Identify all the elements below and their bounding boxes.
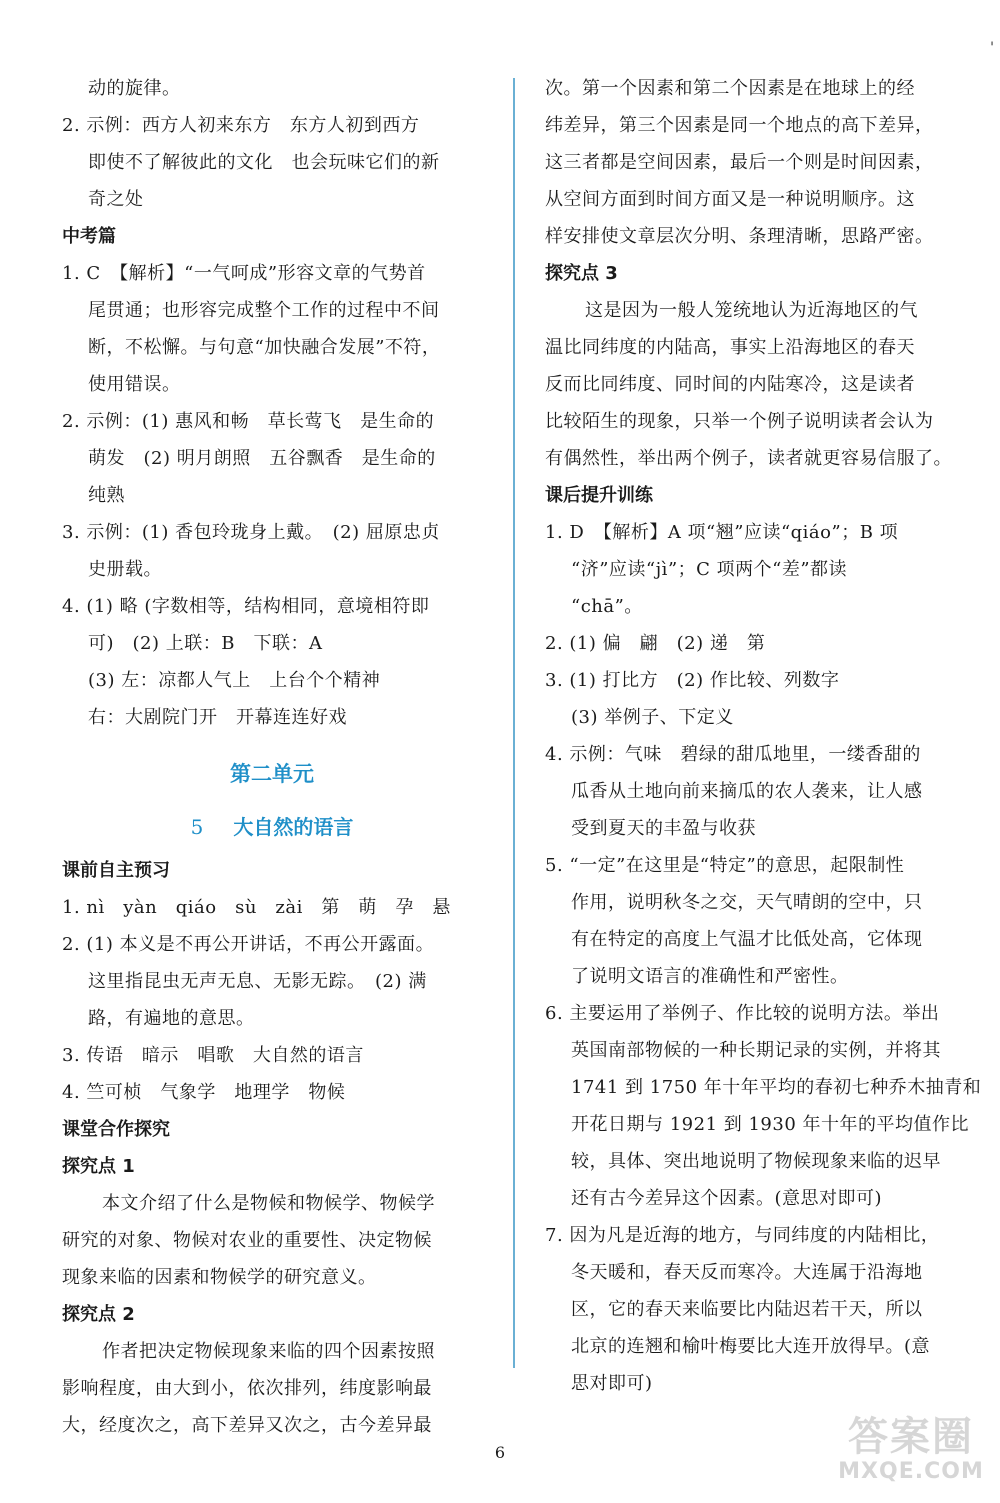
text-line: 可) (2) 上联：B 下联：A (88, 633, 323, 654)
answer-line: 2. (1) 本义是不再公开讲话，不再公开露面。 (62, 934, 435, 955)
answer-line: 4. 示例：气味 碧绿的甜瓜地里，一缕香甜的 (545, 744, 921, 765)
answer-line: 5. “一定”在这里是“特定”的意思，起限制性 (545, 855, 905, 876)
text-line: 受到夏天的丰盈与收获 (571, 818, 756, 839)
watermark-url: MXQE.COM (838, 1459, 984, 1484)
answer-line: 1. C 【解析】“一气呵成”形容文章的气势首 (62, 263, 426, 284)
paragraph-line: 纬差异，第三个因素是同一个地点的高下差异， (545, 115, 934, 136)
paragraph-line: 研究的对象、物候对农业的重要性、决定物候 (62, 1230, 432, 1251)
text-line: 区，它的春天来临要比内陆迟若干天，所以 (571, 1299, 923, 1320)
text-line: 1741 到 1750 年十年平均的春初七种乔木抽青和 (571, 1077, 982, 1098)
text-line: 纯熟 (88, 485, 125, 506)
left-column (62, 70, 482, 1444)
paragraph-line: 比较陌生的现象，只举一个例子说明读者会认为 (545, 411, 934, 432)
page-number: 6 (494, 1443, 506, 1462)
watermark-text: 答案圈 (848, 1414, 974, 1460)
answer-line: 2. (1) 偏 翩 (2) 递 第 (545, 633, 766, 654)
answer-line: 1. D 【解析】A 项“翘”应读“qiáo”；B 项 (545, 522, 899, 543)
text-line: 思对即可) (571, 1373, 653, 1394)
text-line: 即使不了解彼此的文化 也会玩味它们的新 (88, 152, 440, 173)
text-line: 断，不松懈。与句意“加快融合发展”不符， (88, 337, 441, 358)
section-heading: 课前自主预习 (62, 860, 170, 881)
text-line: 有在特定的高度上气温才比低处高，它体现 (571, 929, 923, 950)
unit-title: 第二单元 (230, 762, 314, 786)
answer-line: 1. nì yàn qiáo sù zài 第 萌 孕 悬 (62, 897, 451, 918)
text-line: 萌发 (2) 明月朗照 五谷飘香 是生命的 (88, 448, 436, 469)
right-column (545, 70, 982, 1402)
text-line: 了说明文语言的准确性和严密性。 (571, 966, 849, 987)
text-line: 作用，说明秋冬之交，天气晴朗的空中，只 (571, 892, 923, 913)
paragraph-line: 温比同纬度的内陆高，事实上沿海地区的春天 (545, 337, 915, 358)
answer-line: 7. 因为凡是近海的地方，与同纬度的内陆相比， (545, 1225, 940, 1246)
text-line: 较，具体、突出地说明了物候现象来临的迟早 (571, 1151, 941, 1172)
answer-line: 6. 主要运用了举例子、作比较的说明方法。举出 (545, 1003, 940, 1024)
text-line: 尾贯通；也形容完成整个工作的过程中不间 (88, 300, 440, 321)
column-divider (513, 78, 515, 1368)
text-line: 使用错误。 (88, 374, 181, 395)
text-line: 动的旋律。 (88, 78, 181, 99)
section-heading: 中考篇 (62, 226, 116, 247)
subsection-heading: 探究点 2 (62, 1304, 135, 1325)
text-line: 开花日期与 1921 到 1930 年十年的平均值作比 (571, 1114, 970, 1135)
paragraph-line: 反而比同纬度、同时间的内陆寒冷，这是读者 (545, 374, 915, 395)
text-line: 右：大剧院门开 开幕连连好戏 (88, 707, 347, 728)
paragraph-line: 次。第一个因素和第二个因素是在地球上的经 (545, 78, 915, 99)
text-line: 北京的连翘和榆叶梅要比大连开放得早。(意 (571, 1336, 931, 1357)
answer-line: 2. 示例：(1) 惠风和畅 草长莺飞 是生命的 (62, 411, 435, 432)
answer-line: 4. (1) 略 (字数相等，结构相同，意境相符即 (62, 596, 430, 617)
paragraph-line: 这三者都是空间因素，最后一个则是时间因素， (545, 152, 934, 173)
text-line: 还有古今差异这个因素。(意思对即可) (571, 1188, 883, 1209)
text-line: (3) 左：凉都人气上 上台个个精神 (88, 670, 381, 691)
paragraph-line: 大，经度次之，高下差异又次之，古今差异最 (62, 1415, 432, 1436)
text-line: “济”应读“jì”；C 项两个“差”都读 (571, 559, 848, 580)
answer-line: 3. 传语 暗示 唱歌 大自然的语言 (62, 1045, 364, 1066)
text-line: 英国南部物候的一种长期记录的实例，并将其 (571, 1040, 941, 1061)
paragraph-line: 现象来临的因素和物候学的研究意义。 (62, 1267, 377, 1288)
answer-line: 3. 示例：(1) 香包玲珑身上戴。 (2) 屈原忠贞 (62, 522, 440, 543)
paragraph-line: 样安排使文章层次分明、条理清晰，思路严密。 (545, 226, 934, 247)
section-heading: 课堂合作探究 (62, 1119, 170, 1140)
text-line: 瓜香从土地向前来摘瓜的农人袭来，让人感 (571, 781, 923, 802)
text-line: 这里指昆虫无声无息、无影无踪。 (2) 满 (88, 971, 427, 992)
lesson-title-text: 大自然的语言 (233, 815, 354, 839)
answer-line: 4. 竺可桢 气象学 地理学 物候 (62, 1082, 346, 1103)
answer-line: 2. 示例：西方人初来东方 东方人初到西方 (62, 115, 420, 136)
text-line: 路，有遍地的意思。 (88, 1008, 255, 1029)
text-line: (3) 举例子、下定义 (571, 707, 734, 728)
paragraph-line: 从空间方面到时间方面又是一种说明顺序。这 (545, 189, 915, 210)
subsection-heading: 探究点 3 (545, 263, 618, 284)
text-line: 奇之处 (88, 189, 144, 210)
section-heading: 课后提升训练 (545, 485, 653, 506)
text-line: 冬天暖和，春天反而寒冷。大连属于沿海地 (571, 1262, 923, 1283)
paragraph-line: 本文介绍了什么是物候和物候学、物候学 (102, 1193, 435, 1214)
lesson-number: 5 (190, 815, 204, 839)
paragraph-line: 作者把决定物候现象来临的四个因素按照 (102, 1341, 435, 1362)
watermark-logo (836, 1415, 986, 1495)
text-line: 史册载。 (88, 559, 162, 580)
corner-mark: ' (990, 40, 994, 56)
subsection-heading: 探究点 1 (62, 1156, 135, 1177)
paragraph-line: 这是因为一般人笼统地认为近海地区的气 (585, 300, 918, 321)
paragraph-line: 有偶然性，举出两个例子，读者就更容易信服了。 (545, 448, 952, 469)
text-line: “chā”。 (571, 596, 643, 617)
answer-line: 3. (1) 打比方 (2) 作比较、列数字 (545, 670, 840, 691)
lesson-title (62, 802, 482, 852)
paragraph-line: 影响程度，由大到小，依次排列，纬度影响最 (62, 1378, 432, 1399)
